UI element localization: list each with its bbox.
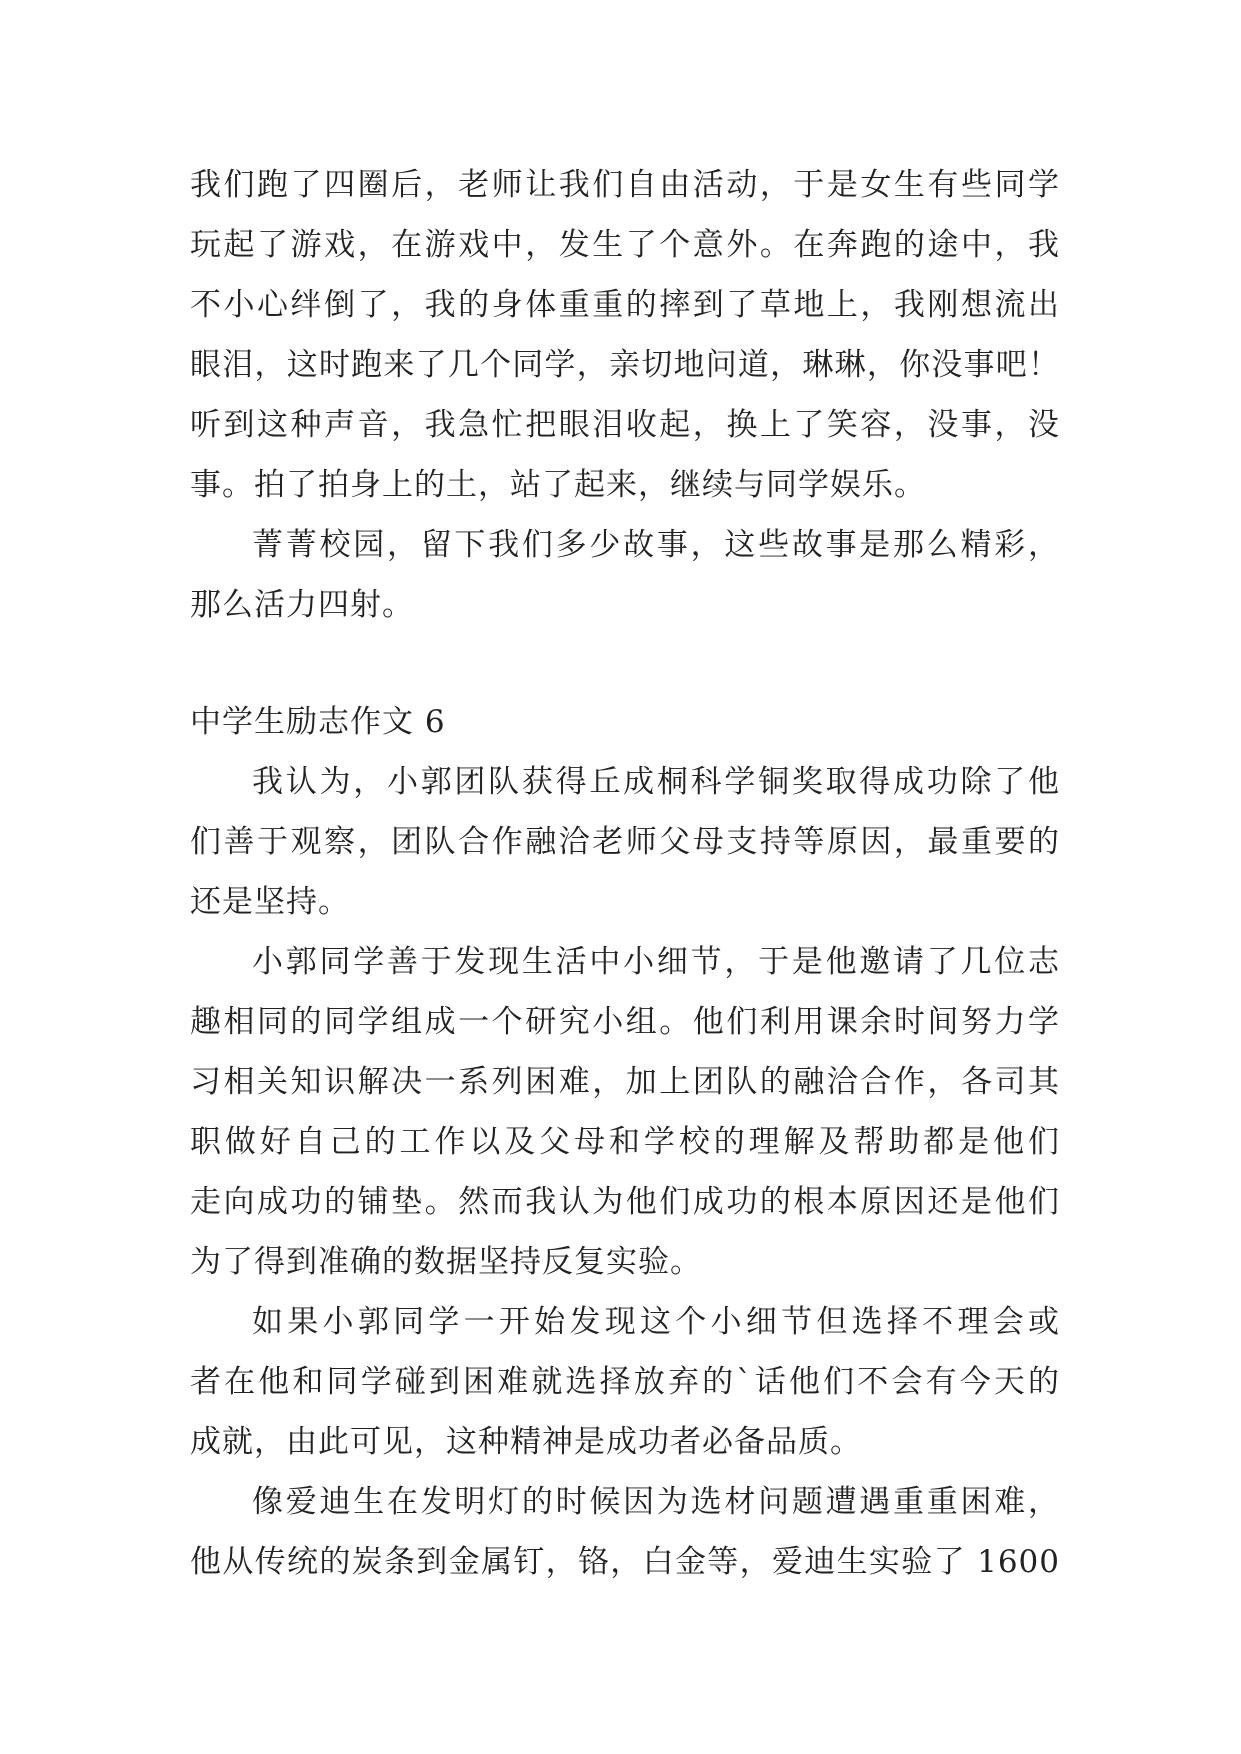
text-line: 他从传统的炭条到金属钉，铬，白金等，爱迪生实验了 1600 — [190, 1544, 1060, 1580]
text-line: 职做好自己的工作以及父母和学校的理解及帮助都是他们 — [190, 1124, 1060, 1160]
text-line: 我认为，小郭团队获得丘成桐科学铜奖取得成功除了他 — [252, 764, 1060, 800]
text-line: 眼泪，这时跑来了几个同学，亲切地问道，琳琳，你没事吧！ — [190, 347, 1060, 383]
section-spacer — [190, 635, 1060, 692]
text-line: 还是坚持。 — [190, 884, 350, 920]
paragraph — [190, 1292, 1060, 1472]
text-line: 为了得到准确的数据坚持反复实验。 — [190, 1244, 702, 1280]
paragraph — [190, 515, 1060, 635]
text-line: 不小心绊倒了，我的身体重重的摔到了草地上，我刚想流出 — [190, 287, 1060, 323]
text-line: 成就，由此可见，这种精神是成功者必备品质。 — [190, 1424, 862, 1460]
paragraph — [190, 155, 1060, 515]
text-line: 听到这种声音，我急忙把眼泪收起，换上了笑容，没事，没 — [190, 407, 1060, 443]
section-title: 中学生励志作文 6 — [190, 704, 446, 740]
paragraph — [190, 1472, 1060, 1592]
text-line: 习相关知识解决一系列困难，加上团队的融洽合作，各司其 — [190, 1064, 1060, 1100]
text-line: 趣相同的同学组成一个研究小组。他们利用课余时间努力学 — [190, 1004, 1060, 1040]
text-line: 走向成功的铺垫。然而我认为他们成功的根本原因还是他们 — [190, 1184, 1060, 1220]
text-line: 像爱迪生在发明灯的时候因为选材问题遭遇重重困难， — [252, 1484, 1060, 1520]
text-line: 那么活力四射。 — [190, 587, 414, 623]
text-line: 玩起了游戏，在游戏中，发生了个意外。在奔跑的途中，我 — [190, 227, 1060, 263]
text-line: 菁菁校园，留下我们多少故事，这些故事是那么精彩， — [252, 527, 1060, 563]
paragraph — [190, 752, 1060, 932]
text-line: 小郭同学善于发现生活中小细节，于是他邀请了几位志 — [252, 944, 1060, 980]
text-line: 事。拍了拍身上的土，站了起来，继续与同学娱乐。 — [190, 467, 926, 503]
text-line: 我们跑了四圈后，老师让我们自由活动，于是女生有些同学 — [190, 167, 1060, 203]
document-body — [190, 155, 1060, 1592]
text-line: 们善于观察，团队合作融洽老师父母支持等原因，最重要的 — [190, 824, 1060, 860]
text-line: 者在他和同学碰到困难就选择放弃的`话他们不会有今天的 — [190, 1364, 1060, 1400]
paragraph — [190, 932, 1060, 1292]
text-line: 如果小郭同学一开始发现这个小细节但选择不理会或 — [252, 1304, 1060, 1340]
